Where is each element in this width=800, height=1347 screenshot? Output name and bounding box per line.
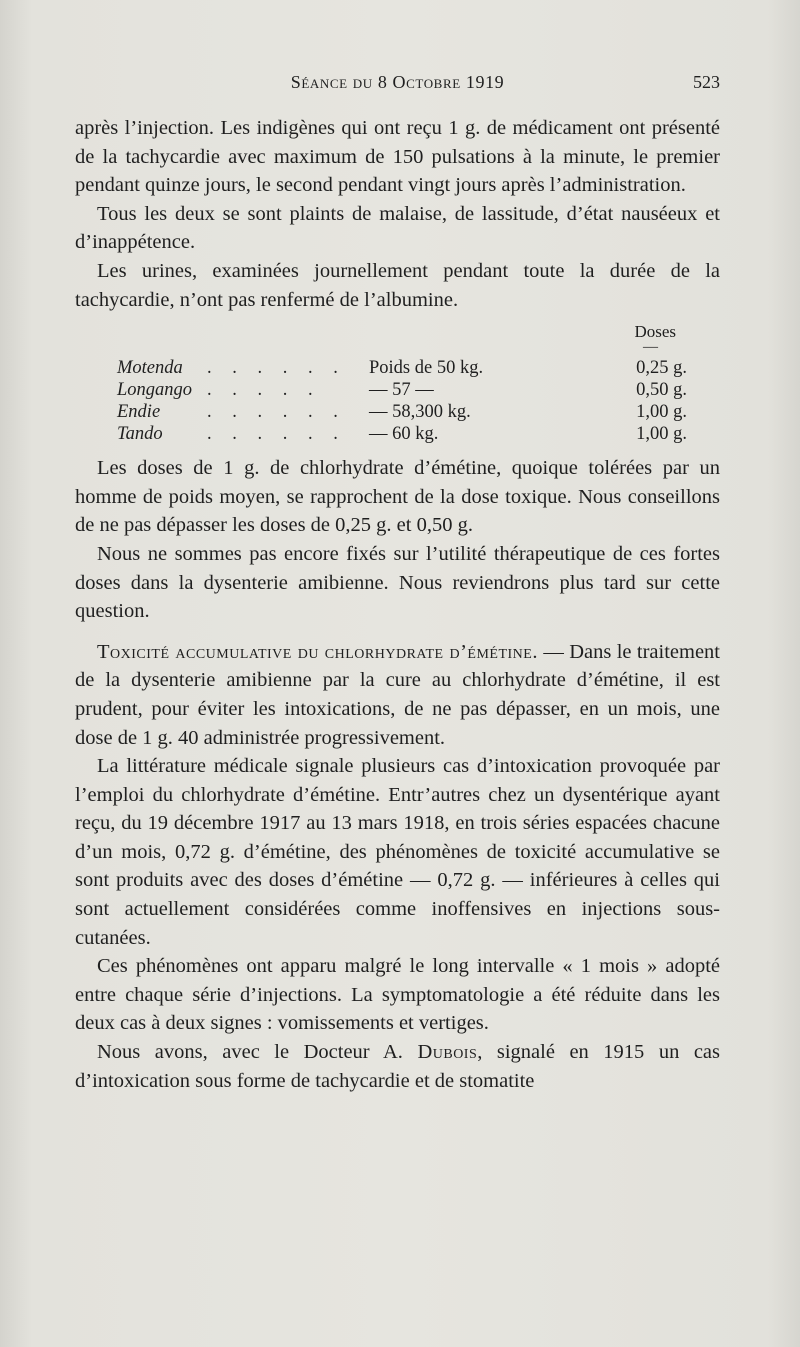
leader-dots: . . . . . .	[207, 402, 346, 423]
patient-dose: 0,25 g.	[636, 358, 687, 379]
patient-dose: 1,00 g.	[636, 402, 687, 423]
table-row	[117, 398, 727, 423]
section-gap	[75, 626, 720, 638]
table-row	[117, 376, 727, 401]
patient-dose: 1,00 g.	[636, 424, 687, 445]
patient-name: Tando	[117, 424, 163, 445]
body-text	[75, 114, 720, 1095]
section-heading: Toxicité accumulative du chlorhydrate d’émétine.	[97, 640, 538, 663]
paragraph-text: , signalé en 1915 un cas d’intoxication sous forme de tachycardie et de stomatite	[75, 1041, 720, 1092]
paragraph: La littérature médicale signale plusieurs cas d’intoxication provoquée par l’emploi du chlorhydrate d’émétine. Entr’autres chez un dysentérique ayant reçu, du 19 décembre 1917 au 13 mars 1918, en trois séries espacées chacune d’un mois, 0,72 g. d’émétine, des phénomènes de toxicité accumulative se sont produits avec des doses d’émétine — 0,72 g. — inférieures à celles qui sont actuellement considérées comme inoffensives en injections sous-cutanées.	[75, 755, 720, 949]
patient-name: Motenda	[117, 358, 183, 379]
patient-name: Endie	[117, 402, 161, 423]
author-name: Dubois	[417, 1041, 478, 1064]
patient-weight: — 60 kg.	[369, 424, 439, 445]
table-row	[117, 354, 727, 379]
paragraph	[75, 1038, 720, 1095]
doses-column-header: Doses	[634, 322, 676, 342]
patient-weight: Poids de 50 kg.	[369, 358, 484, 379]
paragraph: Ces phénomènes ont apparu malgré le long intervalle « 1 mois » adopté entre chaque série d’injections. La symptomatologie a été réduite dans les deux cas à deux signes : vomissements et vertiges.	[75, 955, 720, 1035]
patient-weight: — 57 —	[369, 380, 434, 401]
table-row	[117, 420, 727, 445]
page-header	[75, 72, 720, 102]
paragraph: Nous ne sommes pas encore fixés sur l’utilité thérapeutique de ces fortes doses dans la dysenterie amibienne. Nous reviendrons plus tard sur cette question.	[75, 542, 720, 623]
leader-dots: . . . . .	[207, 380, 321, 401]
paragraph: Tous les deux se sont plaints de malaise, de lassitude, d’état nauséeux et d’inappétence.	[75, 202, 720, 254]
page-number: 523	[693, 72, 720, 92]
doses-header-dash: —	[643, 339, 658, 356]
paragraph: Les doses de 1 g. de chlorhydrate d’émétine, quoique tolérées par un homme de poids moyen, se rapprochent de la dose toxique. Nous conseillons de ne pas dépasser les doses de 0,25 g. et 0,50 g.	[75, 457, 720, 537]
paragraph	[75, 638, 720, 752]
paragraph-text: Nous avons, avec le Docteur A.	[97, 1041, 418, 1064]
paragraph-text: — Dans le traitement de la dysenterie amibienne par la cure au chlorhydrate d’émétine, il est prudent, pour éviter les intoxications, de ne pas dépasser, en un mois, une dose de 1 g. 40 administrée progressivement.	[75, 640, 720, 749]
patient-weight: — 58,300 kg.	[369, 402, 471, 423]
running-title: Séance du 8 Octobre 1919	[290, 72, 505, 92]
patient-name: Longango	[117, 380, 193, 401]
paragraph: Les urines, examinées journellement pendant toute la durée de la tachycardie, n’ont pas renfermé de l’albumine.	[75, 259, 720, 311]
paragraph: après l’injection. Les indigènes qui ont reçu 1 g. de médicament ont présenté de la tachycardie avec maximum de 150 pulsations à la minute, le premier pendant quinze jours, le second pendant vingt jours après l’administration.	[75, 117, 720, 197]
patient-dose: 0,50 g.	[636, 380, 687, 401]
leader-dots: . . . . . .	[207, 424, 346, 445]
doses-table	[75, 318, 720, 448]
leader-dots: . . . . . .	[207, 358, 346, 379]
